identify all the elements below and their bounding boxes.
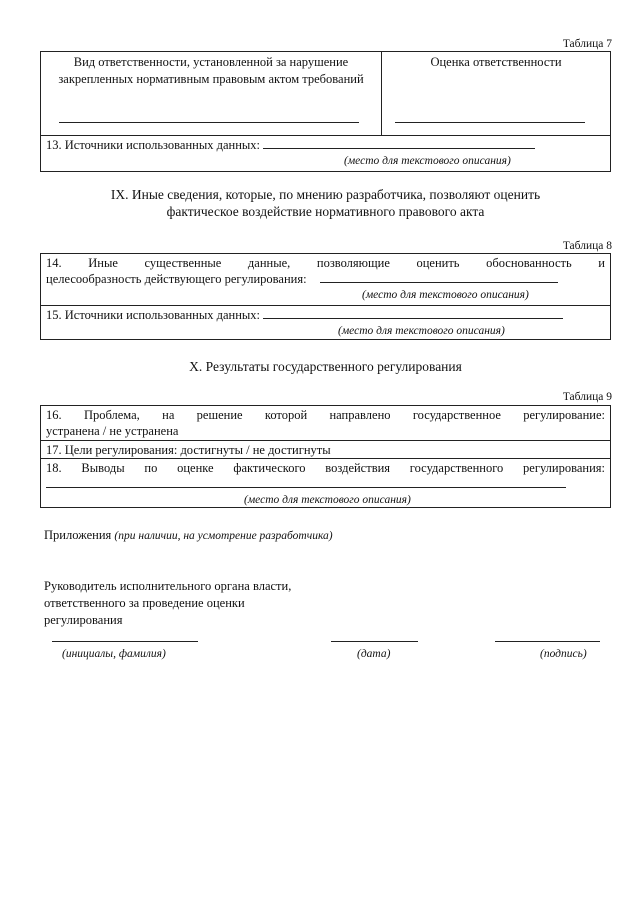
initials-hint: (инициалы, фамилия)	[62, 648, 166, 660]
item15-blank-line	[263, 308, 563, 319]
sign-hint: (подпись)	[540, 648, 587, 660]
table9-item18	[41, 459, 610, 509]
table9	[40, 405, 611, 508]
signature-line2: ответственного за проведение оценки	[44, 596, 245, 610]
table7-col1-blank-line	[59, 122, 359, 123]
table8-item14	[41, 254, 610, 306]
section9-heading-line1: IX. Иные сведения, которые, по мнению разработчика, позволяют оценить	[110, 187, 541, 202]
item17-text: 17. Цели регулирования: достигнуты / не достигнуты	[46, 443, 331, 457]
item18-blank-line	[46, 477, 566, 488]
initials-blank-line	[52, 641, 198, 642]
table7	[40, 51, 611, 172]
table9-item17	[41, 441, 610, 459]
item15-label: 15. Источники использованных данных:	[46, 308, 261, 322]
table8	[40, 253, 611, 340]
table7-caption: Таблица 7	[562, 38, 612, 50]
table8-item15	[41, 306, 610, 340]
table7-col1-header: Вид ответственности, установленной за нарушение закрепленных нормативным правовым актом требований	[41, 52, 382, 135]
table9-item16	[41, 406, 610, 441]
item16-line2: устранена / не устранена	[46, 424, 179, 438]
item13-label: 13. Источники использованных данных:	[46, 138, 261, 152]
item13-blank-line	[263, 138, 535, 149]
sign-blank-line	[495, 641, 600, 642]
item18-hint: (место для текстового описания)	[244, 494, 411, 506]
section9-heading-line2: фактическое воздействие нормативного правового акта	[166, 204, 485, 219]
table8-caption: Таблица 8	[562, 240, 612, 252]
section10-heading: X. Результаты государственного регулирования	[189, 359, 462, 374]
item18-line1: 18. Выводы по оценке фактического воздействия государственного регулирования:	[46, 461, 605, 475]
table7-col2-blank-line	[395, 122, 585, 123]
item14-line2: целесообразность действующего регулирования:	[46, 272, 307, 286]
table7-col2-header: Оценка ответственности	[430, 55, 562, 69]
table9-caption: Таблица 9	[562, 391, 612, 403]
signature-position	[44, 578, 291, 629]
item14-hint: (место для текстового описания)	[362, 289, 529, 301]
item14-line1: 14. Иные существенные данные, позволяющие оценить обоснованность и	[46, 256, 605, 270]
date-hint: (дата)	[357, 648, 391, 660]
appendix-label: Приложения	[44, 528, 112, 542]
table7-header-row	[41, 52, 610, 136]
item15-hint: (место для текстового описания)	[338, 325, 505, 337]
item14-blank-line	[320, 272, 558, 283]
section9-heading	[40, 186, 611, 220]
date-blank-line	[331, 641, 418, 642]
table7-item13	[41, 136, 610, 170]
item16-line1: 16. Проблема, на решение которой направлено государственное регулирование:	[46, 408, 605, 422]
appendix-hint: (при наличии, на усмотрение разработчика)	[114, 530, 333, 542]
appendix-line	[44, 527, 333, 544]
item13-hint: (место для текстового описания)	[344, 155, 511, 167]
signature-line1: Руководитель исполнительного органа власти,	[44, 579, 292, 593]
signature-line3: регулирования	[44, 613, 123, 627]
